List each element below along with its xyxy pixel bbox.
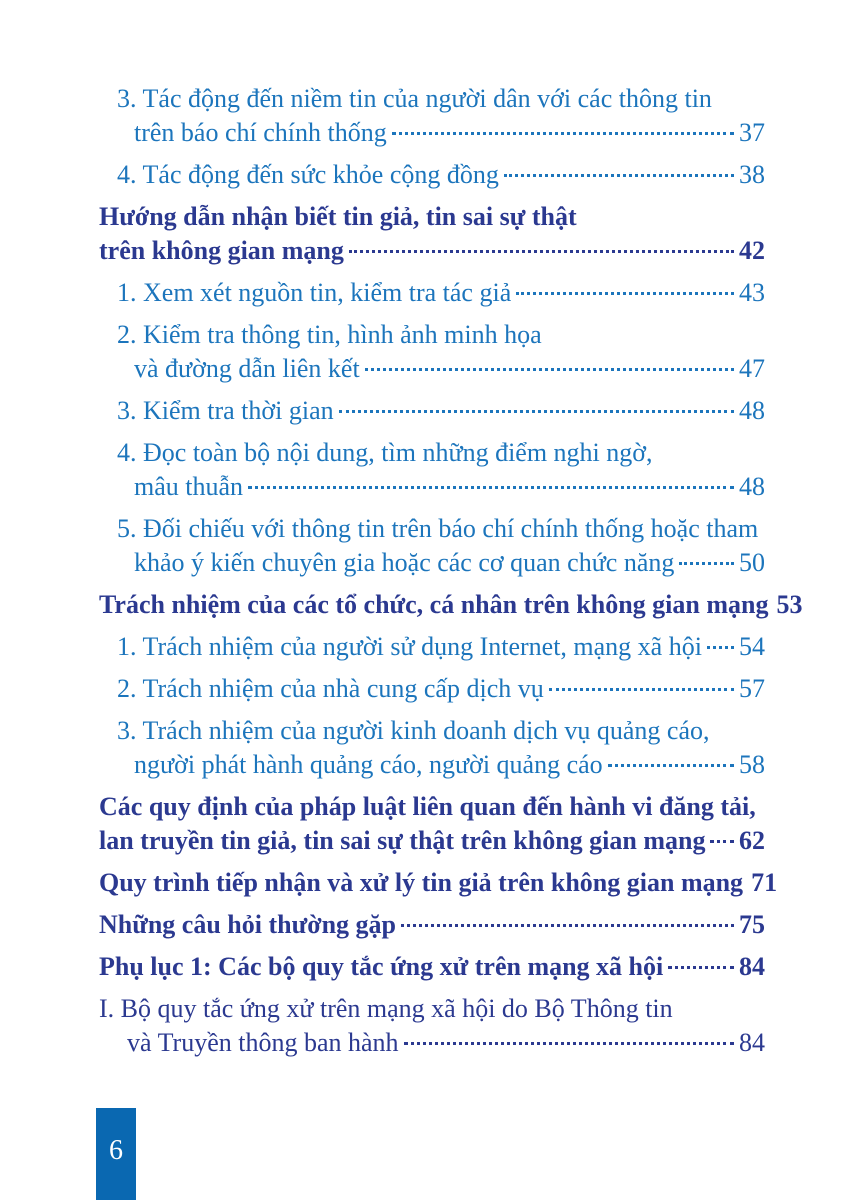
toc-entry-text: Trách nhiệm của các tổ chức, cá nhân trên không gian mạng — [99, 590, 769, 619]
toc-entry-text: 3. Kiểm tra thời gian — [117, 396, 334, 425]
toc-entry — [99, 318, 765, 386]
page-ref: 84 — [739, 1028, 765, 1057]
toc-entry — [99, 908, 765, 942]
toc-entry-text: lan truyền tin giả, tin sai sự thật trên không gian mạng — [99, 826, 706, 855]
page-ref: 84 — [739, 952, 765, 981]
page-ref: 42 — [739, 236, 765, 265]
toc-entry — [99, 672, 765, 706]
toc-entry-text: Các quy định của pháp luật liên quan đến hành vi đăng tải, — [99, 792, 756, 821]
toc-entry-text: trên không gian mạng — [99, 236, 344, 265]
page-ref: 37 — [739, 118, 765, 147]
toc-entry-text: 5. Đối chiếu với thông tin trên báo chí chính thống hoặc tham — [117, 514, 759, 543]
toc-entry — [99, 158, 765, 192]
toc-entry-text: Quy trình tiếp nhận và xử lý tin giả trên không gian mạng — [99, 868, 744, 897]
toc-entry — [99, 512, 765, 580]
toc-entry — [99, 950, 765, 984]
toc-entry-text: và Truyền thông ban hành — [127, 1028, 399, 1057]
toc-entry — [99, 866, 778, 900]
page-ref: 75 — [739, 910, 765, 939]
toc-entry — [99, 436, 765, 504]
toc-entry — [99, 82, 765, 150]
page-ref: 57 — [739, 674, 765, 703]
toc-entry-text: Hướng dẫn nhận biết tin giả, tin sai sự thật — [99, 202, 577, 231]
page-ref: 43 — [739, 278, 765, 307]
toc-entry-text: I. Bộ quy tắc ứng xử trên mạng xã hội do Bộ Thông tin — [99, 994, 673, 1023]
page-ref: 48 — [739, 396, 765, 425]
page-ref: 38 — [739, 160, 765, 189]
toc-entry-text: Phụ lục 1: Các bộ quy tắc ứng xử trên mạng xã hội — [99, 952, 664, 981]
toc-entry — [99, 992, 765, 1060]
toc-entry-text: người phát hành quảng cáo, người quảng cáo — [134, 750, 603, 779]
toc-entry — [99, 588, 803, 622]
toc-entry — [99, 200, 765, 268]
page-ref: 71 — [751, 868, 778, 897]
toc-entry — [99, 714, 765, 782]
page-ref: 50 — [739, 548, 765, 577]
page-number-tab — [96, 1108, 136, 1200]
page-ref: 47 — [739, 354, 765, 383]
toc-entry-text: trên báo chí chính thống — [134, 118, 387, 147]
toc-entry-text: Những câu hỏi thường gặp — [99, 910, 397, 939]
page-ref: 58 — [739, 750, 765, 779]
toc-entry-text: 3. Trách nhiệm của người kinh doanh dịch vụ quảng cáo, — [117, 716, 710, 745]
toc-entry-text: mâu thuẫn — [134, 472, 244, 501]
toc-entry-text: và đường dẫn liên kết — [134, 354, 360, 383]
toc-entry-text: 1. Trách nhiệm của người sử dụng Internet, mạng xã hội — [117, 632, 702, 661]
toc — [99, 82, 803, 1068]
toc-entry — [99, 790, 765, 858]
toc-entry-text: 4. Đọc toàn bộ nội dung, tìm những điểm nghi ngờ, — [117, 438, 653, 467]
toc-entry-text: khảo ý kiến chuyên gia hoặc các cơ quan chức năng — [134, 548, 675, 577]
toc-entry — [99, 630, 765, 664]
toc-entry-text: 4. Tác động đến sức khỏe cộng đồng — [117, 160, 499, 189]
page-ref: 53 — [776, 590, 803, 619]
toc-entry — [99, 276, 765, 310]
page-ref: 62 — [739, 826, 765, 855]
toc-entry-text: 3. Tác động đến niềm tin của người dân với các thông tin — [117, 84, 712, 113]
page-ref: 48 — [739, 472, 765, 501]
toc-entry — [99, 394, 765, 428]
toc-entry-text: 2. Trách nhiệm của nhà cung cấp dịch vụ — [117, 674, 544, 703]
page-number: 6 — [109, 1135, 123, 1166]
page-ref: 54 — [739, 632, 765, 661]
toc-entry-text: 1. Xem xét nguồn tin, kiểm tra tác giả — [117, 278, 512, 307]
toc-entry-text: 2. Kiểm tra thông tin, hình ảnh minh họa — [117, 320, 542, 349]
